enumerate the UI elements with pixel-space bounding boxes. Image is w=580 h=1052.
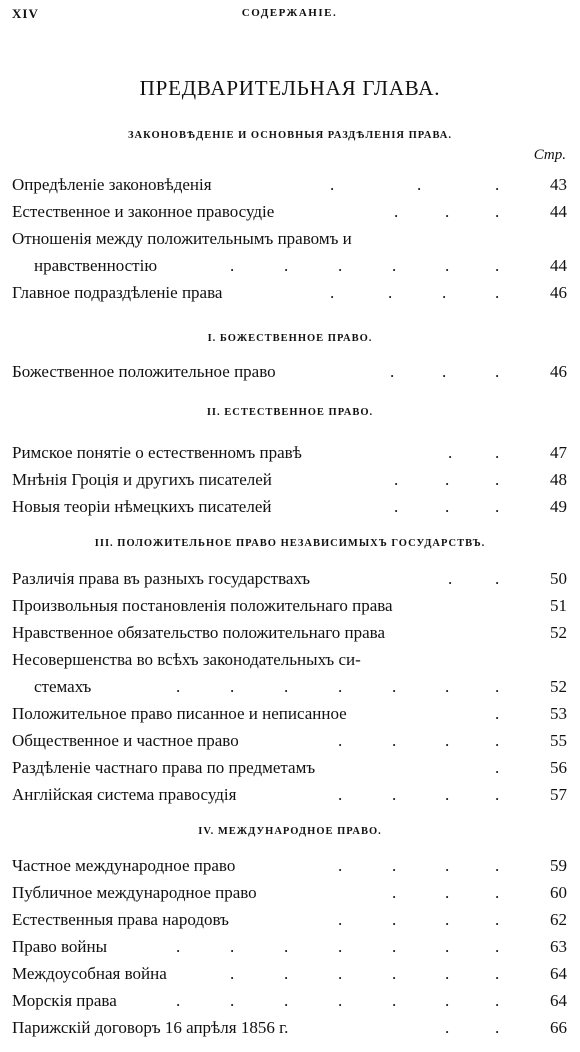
entry-title: Произвольныя постановленія положительнаго права bbox=[12, 596, 393, 615]
toc-entry: Мнѣнія Гроція и другихъ писателей . . . 48 bbox=[12, 467, 567, 493]
section-heading: II. ЕСТЕСТВЕННОЕ ПРАВО. bbox=[206, 407, 374, 418]
running-header bbox=[12, 6, 567, 30]
entry-page: 53 bbox=[550, 704, 567, 723]
entry-continuation: стемахъ bbox=[34, 677, 92, 696]
toc-entry: Естественныя права народовъ . . . . 62 bbox=[12, 907, 567, 933]
toc-entry: Англійская система правосудія . . . . 57 bbox=[12, 782, 567, 808]
entry-title: Божественное положительное право bbox=[12, 362, 276, 381]
entry-page: 55 bbox=[550, 731, 567, 750]
toc-entry bbox=[12, 593, 567, 619]
entry-title: Несовершенства во всѣхъ законодательныхъ си- bbox=[12, 650, 361, 669]
entry-title: Междоусобная война bbox=[12, 964, 167, 983]
entry-page: 51 bbox=[550, 596, 567, 615]
entry-page: 46 bbox=[550, 283, 567, 302]
toc-entry: Естественное и законное правосудіе . . . 44 bbox=[12, 199, 567, 225]
toc-entry-continuation: нравственностію . . . . . . 44 bbox=[12, 253, 567, 279]
entry-title: Общественное и частное право bbox=[12, 731, 239, 750]
entry-title: Англійская система правосудія bbox=[12, 785, 237, 804]
toc-entry: Право войны . . . . . . . 63 bbox=[12, 934, 567, 960]
toc-entry: Раздѣленіе частнаго права по предметамъ . 56 bbox=[12, 755, 567, 781]
entry-title: Римское понятіе о естественномъ правѣ bbox=[12, 443, 302, 462]
entry-page: 44 bbox=[550, 202, 567, 221]
entry-title: Право войны bbox=[12, 937, 108, 956]
entry-title: Раздѣленіе частнаго права по предметамъ bbox=[12, 758, 316, 777]
toc-entry: Римское понятіе о естественномъ правѣ . . 47 bbox=[12, 440, 567, 466]
page-number: XIV bbox=[12, 6, 39, 21]
entry-page: 57 bbox=[550, 785, 567, 804]
entry-page: 59 bbox=[550, 856, 567, 875]
entry-page: 62 bbox=[550, 910, 567, 929]
entry-title: Положительное право писанное и неписанное bbox=[12, 704, 347, 723]
entry-title: Различія права въ разныхъ государствахъ bbox=[12, 569, 311, 588]
entry-title: Частное международное право bbox=[12, 856, 236, 875]
entry-page: 63 bbox=[550, 937, 567, 956]
toc-entry bbox=[12, 226, 567, 252]
entry-page: 48 bbox=[550, 470, 567, 489]
entry-page: 49 bbox=[550, 497, 567, 516]
entry-title: Парижскій договоръ 16 апрѣля 1856 г. bbox=[12, 1018, 289, 1037]
toc-entry-continuation: стемахъ . . . . . . . 52 bbox=[12, 674, 567, 700]
entry-title: Мнѣнія Гроція и другихъ писателей bbox=[12, 470, 272, 489]
entry-page: 66 bbox=[550, 1018, 567, 1037]
entry-page: 64 bbox=[550, 964, 567, 983]
section-heading: IV. МЕЖДУНАРОДНОЕ ПРАВО. bbox=[198, 826, 382, 837]
entry-title: Естественное и законное правосудіе bbox=[12, 202, 275, 221]
toc-entry: Междоусобная война . . . . . . 64 bbox=[12, 961, 567, 987]
section-heading: III. ПОЛОЖИТЕЛЬНОЕ ПРАВО НЕЗАВИСИМЫХЪ ГОСУДАРСТВЪ. bbox=[94, 538, 486, 549]
entry-page: 47 bbox=[550, 443, 567, 462]
entry-title: Публичное международное право bbox=[12, 883, 257, 902]
toc-entry: Парижскій договоръ 16 апрѣля 1856 г. . . 66 bbox=[12, 1015, 567, 1041]
entry-page: 50 bbox=[550, 569, 567, 588]
toc-entry: Общественное и частное право . . . . 55 bbox=[12, 728, 567, 754]
entry-title: Отношенія между положительнымъ правомъ и bbox=[12, 229, 352, 248]
page-column-label: Стр. bbox=[533, 147, 566, 163]
toc-entry: Главное подраздѣленіе права . . . . 46 bbox=[12, 280, 567, 306]
entry-page: 64 bbox=[550, 991, 567, 1010]
toc-entry: Положительное право писанное и неписанное . 53 bbox=[12, 701, 567, 727]
entry-title: Нравственное обязательство положительнаго права bbox=[12, 623, 386, 642]
toc-entry: Морскія права . . . . . . . 64 bbox=[12, 988, 567, 1014]
chapter-subtitle: ЗАКОНОВѢДЕНІЕ И ОСНОВНЫЯ РАЗДѢЛЕНІЯ ПРАВА. bbox=[128, 130, 452, 141]
entry-page: 43 bbox=[550, 175, 567, 194]
entry-title: Естественныя права народовъ bbox=[12, 910, 229, 929]
entry-page: 60 bbox=[550, 883, 567, 902]
toc-entry: Частное международное право . . . . 59 bbox=[12, 853, 567, 879]
entry-title: Главное подраздѣленіе права bbox=[12, 283, 223, 302]
entry-page: 44 bbox=[550, 256, 567, 275]
entry-title: Опредѣленіе законовѣденія bbox=[12, 175, 212, 194]
entry-continuation: нравственностію bbox=[34, 256, 158, 275]
entry-title: Морскія права bbox=[12, 991, 117, 1010]
entry-title: Новыя теоріи нѣмецкихъ писателей bbox=[12, 497, 272, 516]
toc-entry: Божественное положительное право . . . 46 bbox=[12, 359, 567, 385]
entry-page: 52 bbox=[550, 677, 567, 696]
toc-entry bbox=[12, 620, 567, 646]
toc-entry bbox=[12, 647, 567, 673]
entry-page: 46 bbox=[550, 362, 567, 381]
toc-entry: Новыя теоріи нѣмецкихъ писателей . . . 49 bbox=[12, 494, 567, 520]
section-heading: I. БОЖЕСТВЕННОЕ ПРАВО. bbox=[207, 333, 373, 344]
entry-page: 52 bbox=[550, 623, 567, 642]
toc-entry: Опредѣленіе законовѣденія . . . 43 bbox=[12, 172, 567, 198]
running-title: СОДЕРЖАНІЕ. bbox=[241, 7, 338, 19]
entry-page: 56 bbox=[550, 758, 567, 777]
toc-entry: Публичное международное право . . . 60 bbox=[12, 880, 567, 906]
chapter-title: ПРЕДВАРИТЕЛЬНАЯ ГЛАВА. bbox=[139, 76, 441, 100]
toc-entry: Различія права въ разныхъ государствахъ . . 50 bbox=[12, 566, 567, 592]
